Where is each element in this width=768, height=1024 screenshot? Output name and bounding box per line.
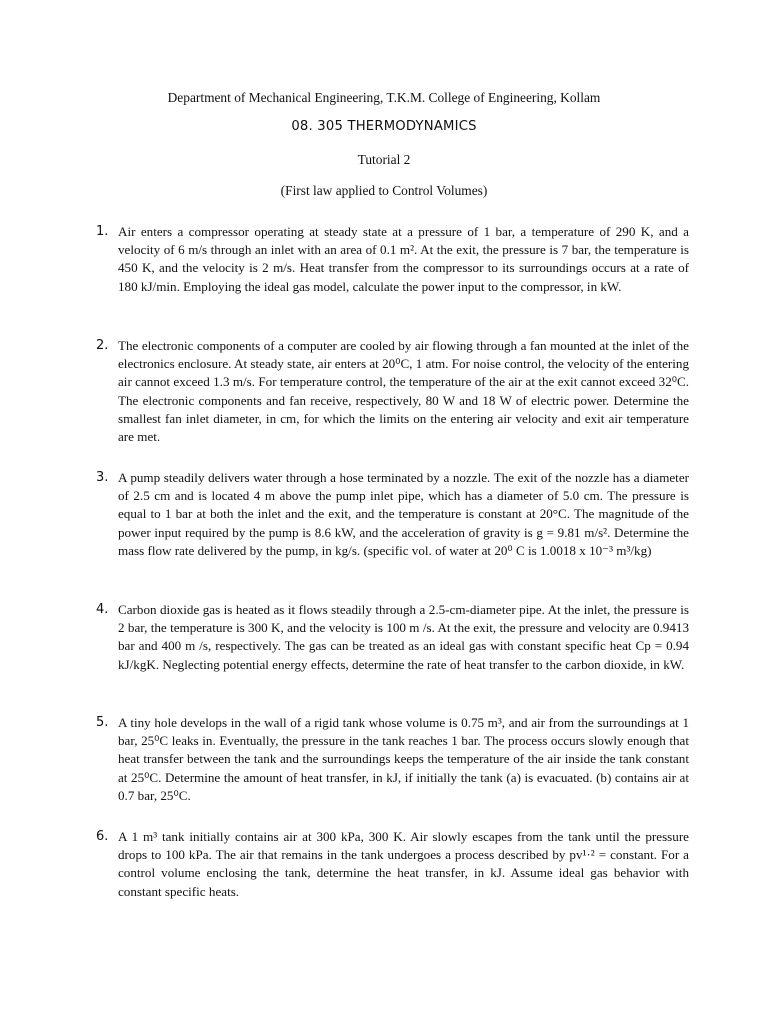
- problem-number: 4.: [96, 602, 109, 617]
- course-title: 08. 305 THERMODYNAMICS: [291, 119, 477, 134]
- problem-number: 6.: [96, 829, 109, 844]
- department-heading: Department of Mechanical Engineering, T.K.M. College of Engineering, Kollam: [167, 90, 601, 105]
- problem-text: Carbon dioxide gas is heated as it flows steadily through a 2.5-cm-diameter pipe. At the inlet, the pressure is 2 bar, the temperature is 300 K, and the velocity is 100 m /s. At the exit, the pressure and velocity are 0.9413 bar and 400 m /s, respectively. The gas can be treated as an ideal gas with constant specific heat Cp = 0.94 kJ/kgK. Neglecting potential energy effects, determine the rate of heat transfer to the carbon dioxide, in kW.: [118, 602, 689, 672]
- problem-number: 2.: [96, 338, 109, 353]
- tutorial-title: Tutorial 2: [357, 152, 411, 167]
- tutorial-subtitle: (First law applied to Control Volumes): [280, 183, 488, 198]
- problem-text: A tiny hole develops in the wall of a rigid tank whose volume is 0.75 m³, and air from the surroundings at 1 bar, 25⁰C leaks in. Eventually, the pressure in the tank reaches 1 bar. The process occurs slowly enough that heat transfer between the tank and the surroundings keeps the temperature of the air inside the tank constant at 25⁰C. Determine the amount of heat transfer, in kJ, if initially the tank (a) is evacuated. (b) contains air at 0.7 bar, 25⁰C.: [118, 715, 689, 803]
- problem-number: 5.: [96, 715, 109, 730]
- problem-number: 1.: [96, 224, 109, 239]
- problem-text: The electronic components of a computer are cooled by air flowing through a fan mounted at the inlet of the electronics enclosure. At steady state, air enters at 20⁰C, 1 atm. For noise control, the velocity of the entering air cannot exceed 1.3 m/s. For temperature control, the temperature of the air at the exit cannot exceed 32⁰C. The electronic components and fan receive, respectively, 80 W and 18 W of electric power. Determine the smallest fan inlet diameter, in cm, for which the limits on the entering air velocity and exit air temperature are met.: [118, 338, 689, 445]
- problem-number: 3.: [96, 470, 109, 485]
- problem-text: A 1 m³ tank initially contains air at 300 kPa, 300 K. Air slowly escapes from the tank until the pressure drops to 100 kPa. The air that remains in the tank undergoes a process described by pv¹·² = constant. For a control volume enclosing the tank, determine the heat transfer, in kJ. Assume ideal gas behavior with constant specific heats.: [118, 829, 689, 899]
- problem-text: Air enters a compressor operating at steady state at a pressure of 1 bar, a temperature of 290 K, and a velocity of 6 m/s through an inlet with an area of 0.1 m². At the exit, the pressure is 7 bar, the temperature is 450 K, and the velocity is 2 m/s. Heat transfer from the compressor to its surroundings occurs at a rate of 180 kJ/min. Employing the ideal gas model, calculate the power input to the compressor, in kW.: [118, 224, 689, 294]
- problem-text: A pump steadily delivers water through a hose terminated by a nozzle. The exit of the nozzle has a diameter of 2.5 cm and is located 4 m above the pump inlet pipe, which has a diameter of 5.0 cm. The pressure is equal to 1 bar at both the inlet and the exit, and the temperature is constant at 20°C. The magnitude of the power input required by the pump is 8.6 kW, and the acceleration of gravity is g = 9.81 m/s². Determine the mass flow rate delivered by the pump, in kg/s. (specific vol. of water at 20⁰ C is 1.0018 x 10⁻³ m³/kg): [118, 470, 689, 558]
